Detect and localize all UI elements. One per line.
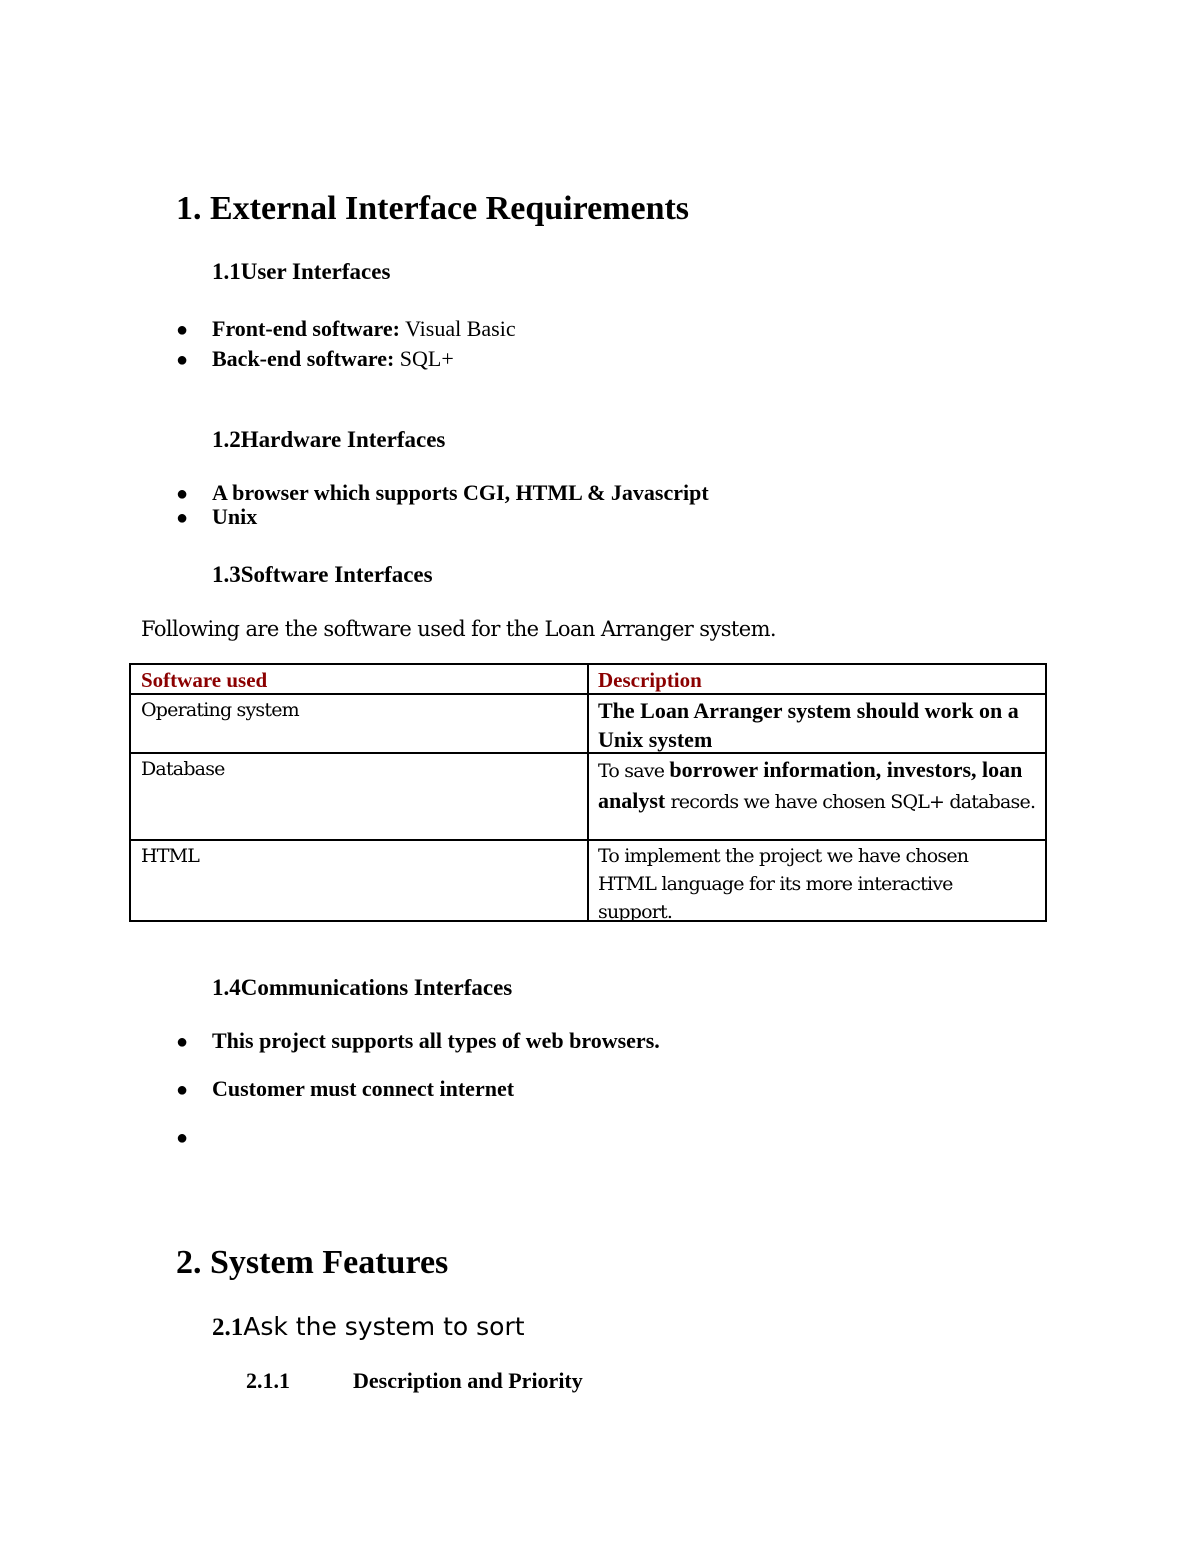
bullet-icon: ● [176,507,189,529]
hardware-interfaces-heading: 1.2Hardware Interfaces [212,427,446,452]
table-header-software: Software used [141,668,268,692]
list-item [176,480,709,506]
table-cell-software: Database [141,758,225,780]
list-item [176,1124,212,1150]
table-cell-description: To implement the project we have chosen HTML language for its more interactive support. [598,845,969,923]
list-item [176,1076,514,1102]
table-cell-software: Operating system [141,699,299,721]
communications-interfaces-heading: 1.4Communications Interfaces [212,975,513,1000]
section-1-heading: 1. External Interface Requirements [176,190,690,227]
bullet-icon: ● [176,319,189,341]
list-item [176,504,257,530]
table-divider [131,839,1045,841]
list-item-label: Front-end software: [212,316,400,341]
table-divider [587,665,589,920]
table-header-description: Description [598,668,702,692]
subsection-heading [212,1312,525,1342]
list-item-text: A browser which supports CGI, HTML & Javascript [212,480,709,505]
list-item-text: Unix [212,504,258,529]
subsubsection-number: 2.1.1 [246,1368,290,1393]
description-text: records we have chosen SQL+ database. [665,791,1036,813]
subsection-number: 2.1 [212,1314,244,1341]
section-2-heading: 2. System Features [176,1244,449,1281]
list-item-value: SQL+ [394,346,454,371]
list-item-text: This project supports all types of web browsers. [212,1028,660,1053]
bullet-icon: ● [176,1031,189,1053]
description-text: To save [598,760,670,782]
user-interfaces-heading: 1.1User Interfaces [212,259,391,284]
table-cell-description [598,755,1038,817]
table-cell-description: The Loan Arranger system should work on a Unix system [598,698,1019,752]
list-item [176,1028,660,1054]
list-item-text: Customer must connect internet [212,1076,515,1101]
list-item-value: Visual Basic [400,316,516,341]
software-intro-text: Following are the software used for the Loan Arranger system. [141,617,776,641]
list-item-label: Back-end software: [212,346,395,371]
list-item [176,346,454,372]
software-table [129,663,1047,922]
bullet-icon: ● [176,1127,189,1149]
bullet-icon: ● [176,483,189,505]
bullet-icon: ● [176,349,189,371]
table-cell-software: HTML [141,845,200,867]
software-interfaces-heading: 1.3Software Interfaces [212,562,433,587]
subsubsection-title: Description and Priority [353,1368,583,1393]
description-text-bold: borrower information, investors, loan analyst [598,757,1023,813]
list-item [176,316,516,342]
bullet-icon: ● [176,1079,189,1101]
subsection-title: Ask the system to sort [243,1312,525,1341]
